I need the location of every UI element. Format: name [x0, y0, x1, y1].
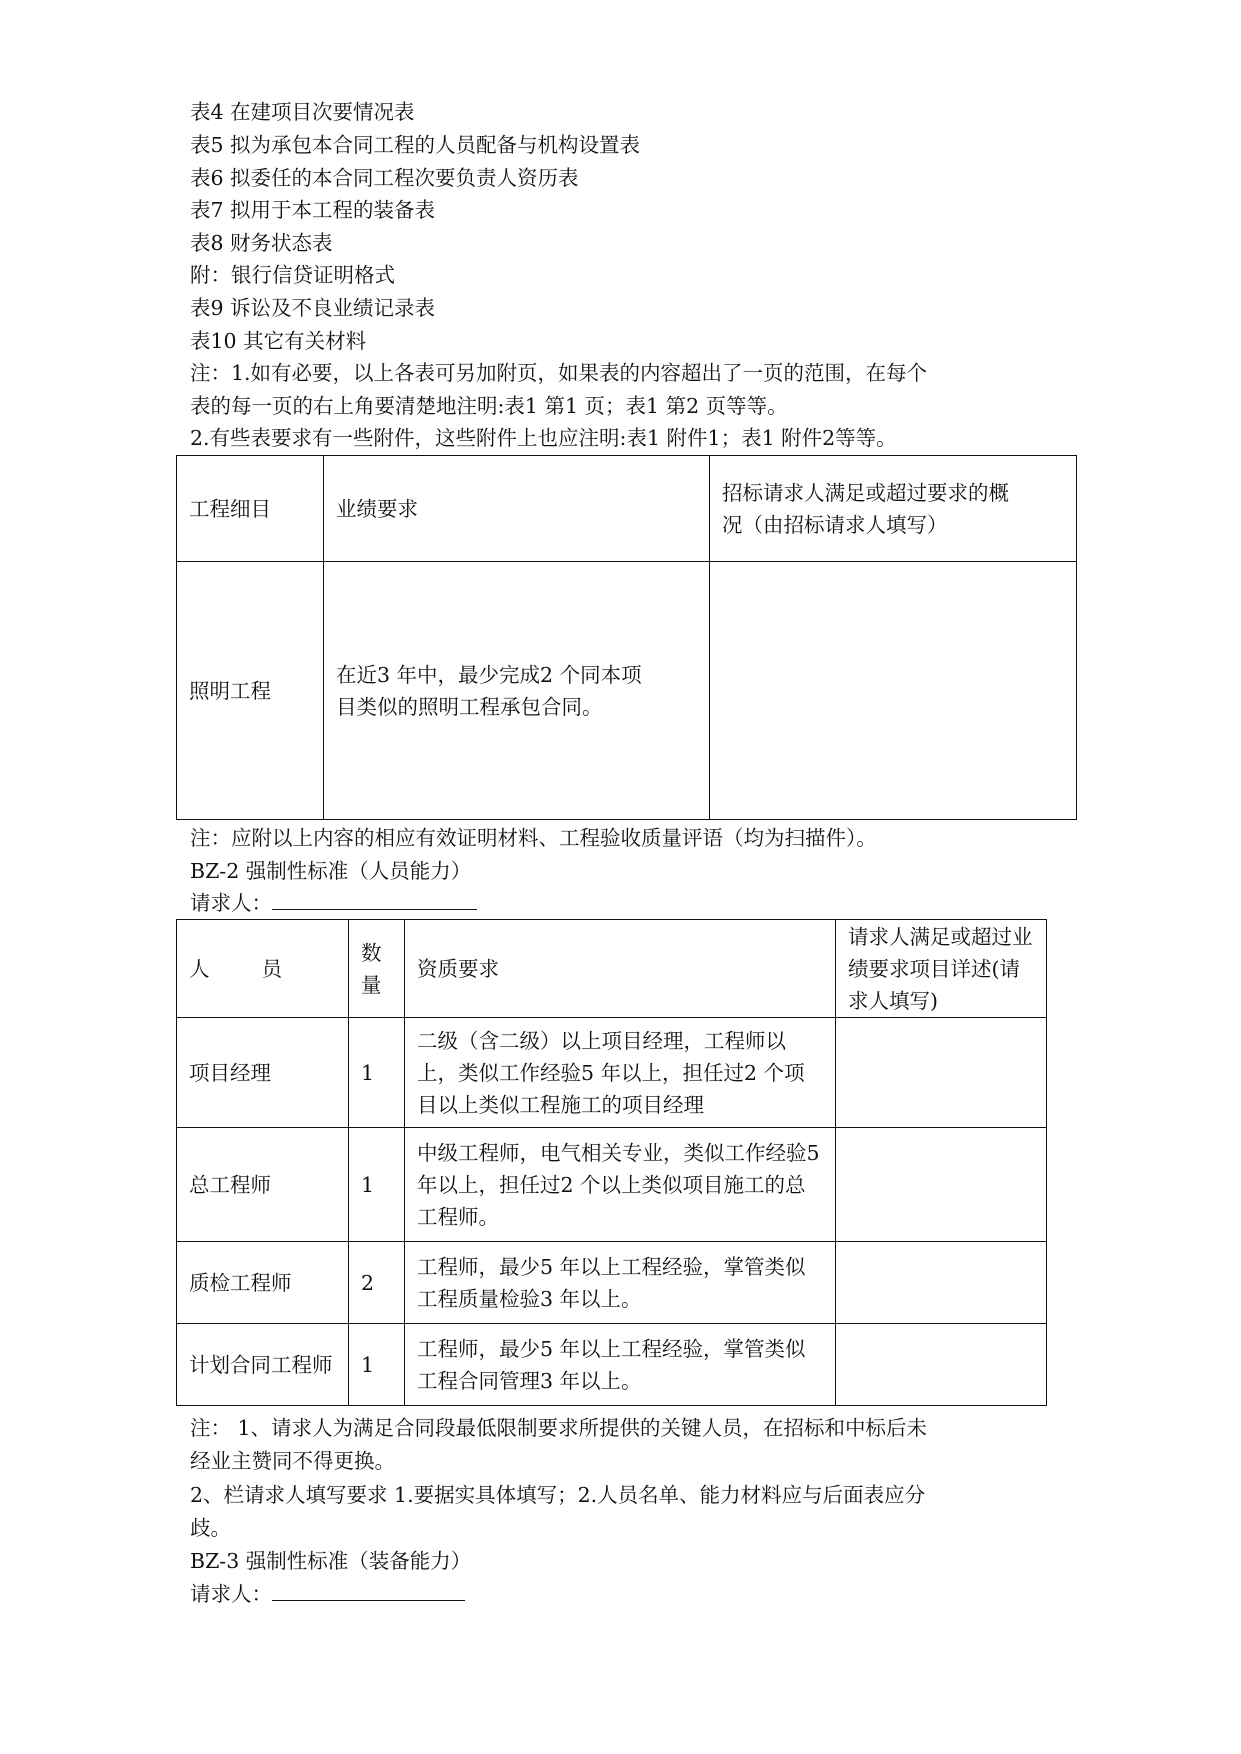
- requester-label: 请求人：: [190, 1582, 272, 1606]
- table-row: [177, 1242, 1047, 1324]
- cell-qualification: 工程师，最少5 年以上工程经验，掌管类似工程质量检验3 年以上。: [405, 1242, 836, 1324]
- cell-qualification: 二级（含二级）以上项目经理，工程师以上，类似工作经验5 年以上，担任过2 个项目以上类似工程施工的项目经理: [405, 1018, 836, 1128]
- list-item: 表9 诉讼及不良业绩记录表: [190, 296, 436, 320]
- cell-detail-fill[interactable]: [836, 1324, 1047, 1406]
- list-item: 附：银行信贷证明格式: [190, 263, 395, 287]
- personnel-table: [176, 919, 1047, 1406]
- cell-count: 1: [349, 1018, 405, 1128]
- cell-role: 项目经理: [177, 1018, 349, 1128]
- note-line: 注：1.如有必要，以上各表可另加附页，如果表的内容超出了一页的范围，在每个: [190, 361, 928, 385]
- header-cell-item: 工程细目: [177, 456, 324, 562]
- list-item: 表4 在建项目次要情况表: [190, 100, 415, 124]
- section-title-bz3: BZ-3 强制性标准（装备能力）: [190, 1549, 472, 1573]
- note-line: 2.有些表要求有一些附件，这些附件上也应注明:表1 附件1；表1 附件2等等。: [190, 426, 897, 450]
- cell-qualification: 工程师，最少5 年以上工程经验，掌管类似工程合同管理3 年以上。: [405, 1324, 836, 1406]
- requester-label: 请求人：: [190, 891, 272, 915]
- note-line: 注：应附以上内容的相应有效证明材料、工程验收质量评语（均为扫描件）。: [190, 826, 877, 850]
- note-line: 表的每一页的右上角要清楚地注明:表1 第1 页；表1 第2 页等等。: [190, 394, 788, 418]
- list-item: 表8 财务状态表: [190, 231, 333, 255]
- requester-line: [190, 1578, 465, 1610]
- requester-line: [190, 887, 477, 919]
- list-item: 表7 拟用于本工程的装备表: [190, 198, 436, 222]
- cell-count: 1: [349, 1128, 405, 1242]
- header-cell-status: 招标请求人满足或超过要求的概况（由招标请求人填写）: [710, 456, 1077, 562]
- header-cell-qualification: 资质要求: [405, 920, 836, 1018]
- table-row: [177, 562, 1077, 820]
- note-line: 歧。: [190, 1516, 231, 1540]
- header-cell-requirement: 业绩要求: [324, 456, 710, 562]
- table-row: [177, 1018, 1047, 1128]
- table-header-row: [177, 920, 1047, 1018]
- cell-detail-fill[interactable]: [836, 1018, 1047, 1128]
- table-header-row: [177, 456, 1077, 562]
- header-cell-detail: 请求人满足或超过业绩要求项目详述(请求人填写): [836, 920, 1047, 1018]
- cell-item: 照明工程: [177, 562, 324, 820]
- table-row: [177, 1128, 1047, 1242]
- cell-qualification: 中级工程师，电气相关专业，类似工作经验5 年以上，担任过2 个以上类似项目施工的总工程师。: [405, 1128, 836, 1242]
- cell-role: 质检工程师: [177, 1242, 349, 1324]
- list-item: 表5 拟为承包本合同工程的人员配备与机构设置表: [190, 133, 641, 157]
- cell-count: 2: [349, 1242, 405, 1324]
- header-cell-count: 数量: [349, 920, 405, 1018]
- cell-requirement: 在近3 年中，最少完成2 个同本项目类似的照明工程承包合同。: [324, 562, 710, 820]
- header-cell-personnel: 人 员: [177, 920, 349, 1018]
- cell-detail-fill[interactable]: [836, 1128, 1047, 1242]
- cell-status-fill[interactable]: [710, 562, 1077, 820]
- table-row: [177, 1324, 1047, 1406]
- requester-blank[interactable]: [272, 1578, 465, 1601]
- list-item: 表10 其它有关材料: [190, 329, 367, 353]
- cell-role: 总工程师: [177, 1128, 349, 1242]
- section-title-bz2: BZ-2 强制性标准（人员能力）: [190, 859, 472, 883]
- cell-count: 1: [349, 1324, 405, 1406]
- note-line: 经业主赞同不得更换。: [190, 1449, 395, 1473]
- performance-table: [176, 455, 1077, 820]
- note-line: 注： 1、请求人为满足合同段最低限制要求所提供的关键人员，在招标和中标后未: [190, 1416, 928, 1440]
- list-item: 表6 拟委任的本合同工程次要负责人资历表: [190, 166, 579, 190]
- cell-role: 计划合同工程师: [177, 1324, 349, 1406]
- note-line: 2、栏请求人填写要求 1.要据实具体填写；2.人员名单、能力材料应与后面表应分: [190, 1483, 926, 1507]
- requester-blank[interactable]: [272, 887, 477, 910]
- cell-detail-fill[interactable]: [836, 1242, 1047, 1324]
